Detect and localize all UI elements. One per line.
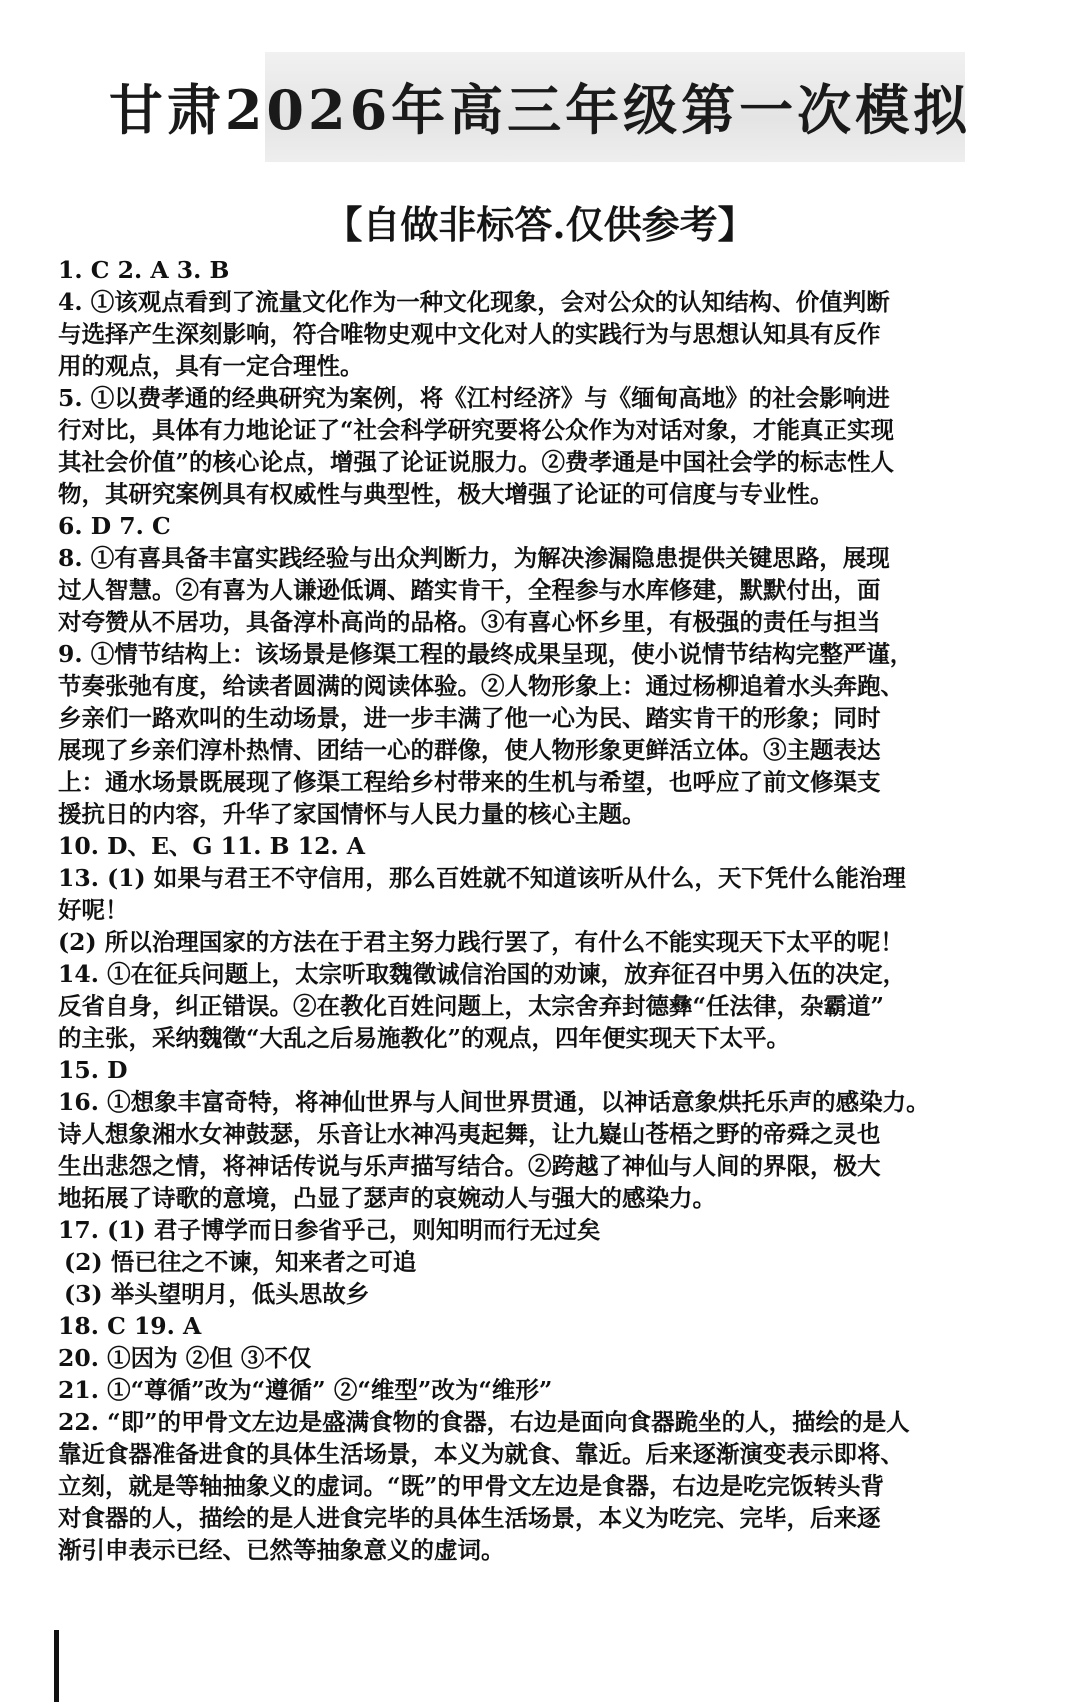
- page-title: 甘肃2026年高三年级第一次模拟: [108, 78, 972, 142]
- answer-line: 21. ①“尊循”改为“遵循” ②“维型”改为“维形”: [58, 1376, 553, 1404]
- answer-line: 行对比，具体有力地论证了“社会科学研究要将公众作为对话对象，才能真正实现: [58, 416, 895, 444]
- answer-line: 渐引申表示已经、已然等抽象意义的虚词。: [58, 1536, 505, 1564]
- answer-line: 与选择产生深刻影响，符合唯物史观中文化对人的实践行为与思想认知具有反作: [58, 320, 881, 348]
- answer-line: 对夸赞从不居功，具备淳朴高尚的品格。③有喜心怀乡里，有极强的责任与担当: [58, 608, 881, 636]
- answer-line: 18. C 19. A: [58, 1312, 202, 1340]
- answer-line: 上：通水场景既展现了修渠工程给乡村带来的生机与希望，也呼应了前文修渠支: [58, 768, 881, 796]
- answer-line: 10. D、E、G 11. B 12. A: [58, 832, 366, 860]
- answer-line: 物，其研究案例具有权威性与典型性，极大增强了论证的可信度与专业性。: [58, 480, 834, 508]
- page-subtitle: 【自做非标答.仅供参考】: [324, 202, 756, 247]
- answer-line: 生出悲怨之情，将神话传说与乐声描写结合。②跨越了神仙与人间的界限，极大: [58, 1152, 881, 1180]
- answer-line: 16. ①想象丰富奇特，将神仙世界与人间世界贯通，以神话意象烘托乐声的感染力。: [58, 1088, 930, 1116]
- answer-line: 反省自身，纠正错误。②在教化百姓问题上，太宗舍弃封德彝“任法律，杂霸道”: [58, 992, 885, 1020]
- answer-line: 好呢！: [58, 896, 129, 924]
- answer-line: 14. ①在征兵问题上，太宗听取魏徵诚信治国的劝谏，放弃征召中男入伍的决定，: [58, 960, 907, 988]
- answer-line: 1. C 2. A 3. B: [58, 256, 230, 284]
- answer-line: 17. (1) 君子博学而日参省乎己，则知明而行无过矣: [58, 1216, 601, 1244]
- answer-line: 节奏张弛有度，给读者圆满的阅读体验。②人物形象上：通过杨柳追着水头奔跑、: [58, 672, 904, 700]
- margin-bar: [54, 1630, 59, 1702]
- answer-line: 靠近食器准备进食的具体生活场景，本义为就食、靠近。后来逐渐演变表示即将、: [58, 1440, 904, 1468]
- answer-line: 13. (1) 如果与君王不守信用，那么百姓就不知道该听从什么，天下凭什么能治理: [58, 864, 906, 892]
- answer-line: 立刻，就是等轴抽象义的虚词。“既”的甲骨文左边是食器，右边是吃完饭转头背: [58, 1472, 885, 1500]
- answer-line: 其社会价值”的核心论点，增强了论证说服力。②费孝通是中国社会学的标志性人: [58, 448, 895, 476]
- answer-line: 援抗日的内容，升华了家国情怀与人民力量的核心主题。: [58, 800, 646, 828]
- answer-line: 6. D 7. C: [58, 512, 171, 540]
- answer-line: (2) 悟已往之不谏，知来者之可追: [64, 1248, 417, 1276]
- answer-list: [58, 254, 1020, 1566]
- answer-line: 22. “即”的甲骨文左边是盛满食物的食器，右边是面向食器跪坐的人，描绘的是人: [58, 1408, 910, 1436]
- answer-line: 9. ①情节结构上：该场景是修渠工程的最终成果呈现，使小说情节结构完整严谨，: [58, 640, 914, 668]
- answer-line: 乡亲们一路欢叫的生动场景，进一步丰满了他一心为民、踏实肯干的形象；同时: [58, 704, 881, 732]
- answer-line: 展现了乡亲们淳朴热情、团结一心的群像，使人物形象更鲜活立体。③主题表达: [58, 736, 881, 764]
- answer-line: 过人智慧。②有喜为人谦逊低调、踏实肯干，全程参与水库修建，默默付出，面: [58, 576, 881, 604]
- answer-line: 8. ①有喜具备丰富实践经验与出众判断力，为解决渗漏隐患提供关键思路，展现: [58, 544, 890, 572]
- answer-line: 诗人想象湘水女神鼓瑟，乐音让水神冯夷起舞，让九嶷山苍梧之野的帝舜之灵也: [58, 1120, 881, 1148]
- answer-line: 对食器的人，描绘的是人进食完毕的具体生活场景，本义为吃完、完毕，后来逐: [58, 1504, 881, 1532]
- answer-line: 5. ①以费孝通的经典研究为案例，将《江村经济》与《缅甸高地》的社会影响进: [58, 384, 890, 412]
- answer-line: 15. D: [58, 1056, 128, 1084]
- answer-line: (3) 举头望明月，低头思故乡: [64, 1280, 370, 1308]
- answer-line: (2) 所以治理国家的方法在于君主努力践行罢了，有什么不能实现天下太平的呢！: [58, 928, 904, 956]
- answer-line: 的主张，采纳魏徵“大乱之后易施教化”的观点，四年便实现天下太平。: [58, 1024, 791, 1052]
- answer-line: 20. ①因为 ②但 ③不仅: [58, 1344, 312, 1372]
- answer-line: 地拓展了诗歌的意境，凸显了瑟声的哀婉动人与强大的感染力。: [58, 1184, 716, 1212]
- answer-line: 用的观点，具有一定合理性。: [58, 352, 364, 380]
- answer-line: 4. ①该观点看到了流量文化作为一种文化现象，会对公众的认知结构、价值判断: [58, 288, 890, 316]
